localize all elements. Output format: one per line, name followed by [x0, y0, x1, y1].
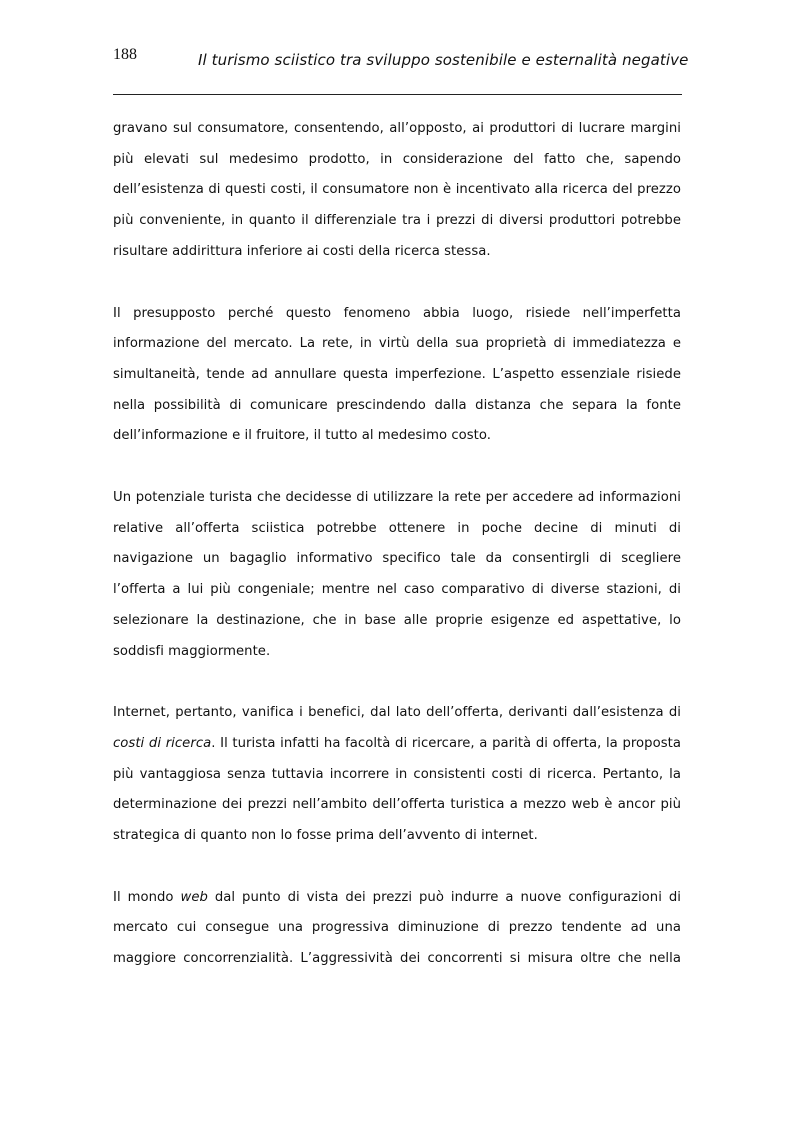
page-number: 188	[113, 46, 137, 63]
header-rule	[113, 94, 682, 95]
paragraph-5-italic-term: web	[180, 889, 208, 905]
paragraph-5-text-end: dal punto di vista dei prezzi può indurre a nuove configurazioni di mercato cui consegue una progressiva diminuzione di prezzo tendente ad una maggiore concorrenzialità. L’aggressività dei concorrenti si misura oltre che nella	[113, 889, 681, 967]
paragraph-2: Il presupposto perché questo fenomeno abbia luogo, risiede nell’imperfetta informazione del mercato. La rete, in virtù della sua proprietà di immediatezza e simultaneità, tende ad annullare questa imperfezione. L’aspetto essenziale risiede nella possibilità di comunicare prescindendo dalla distanza che separa la fonte dell’informazione e il fruitore, il tutto al medesimo costo.	[113, 305, 681, 444]
running-title: Il turismo sciistico tra sviluppo sostenibile e esternalità negative	[198, 51, 689, 69]
paragraph-4-text-start: Internet, pertanto, vanifica i benefici, dal lato dell’offerta, derivanti dall’esistenza di	[113, 705, 681, 721]
paragraph-3: Un potenziale turista che decidesse di utilizzare la rete per accedere ad informazioni relative all’offerta sciistica potrebbe ottenere in poche decine di minuti di navigazione un bagaglio informativo specifico tale da consentirgli di scegliere l’offerta a lui più congeniale; mentre nel caso comparativo di diverse stazioni, di selezionare la destinazione, che in base alle proprie esigenze ed aspettative, lo soddisfi maggiormente.	[113, 490, 681, 659]
paragraph-1: gravano sul consumatore, consentendo, all’opposto, ai produttori di lucrare margini più elevati sul medesimo prodotto, in considerazione del fatto che, sapendo dell’esistenza di questi costi, il consumatore non è incentivato alla ricerca del prezzo più conveniente, in quanto il differenziale tra i prezzi di diversi produttori potrebbe risultare addirittura inferiore ai costi della ricerca stessa.	[113, 121, 681, 259]
paragraph-5-text-start: Il mondo	[113, 889, 181, 905]
paragraph-4	[113, 698, 681, 852]
body-text	[113, 114, 681, 1006]
paragraph-5	[113, 883, 681, 975]
paragraph-4-italic-term: costi di ricerca	[113, 735, 212, 751]
paragraph-4-text-end: . Il turista infatti ha facoltà di ricercare, a parità di offerta, la proposta più vantaggiosa senza tuttavia incorrere in consistenti costi di ricerca. Pertanto, la determinazione dei prezzi nell’ambito dell’offerta turistica a mezzo web è ancor più strategica di quanto non lo fosse prima dell’avvento di internet.	[113, 735, 681, 844]
